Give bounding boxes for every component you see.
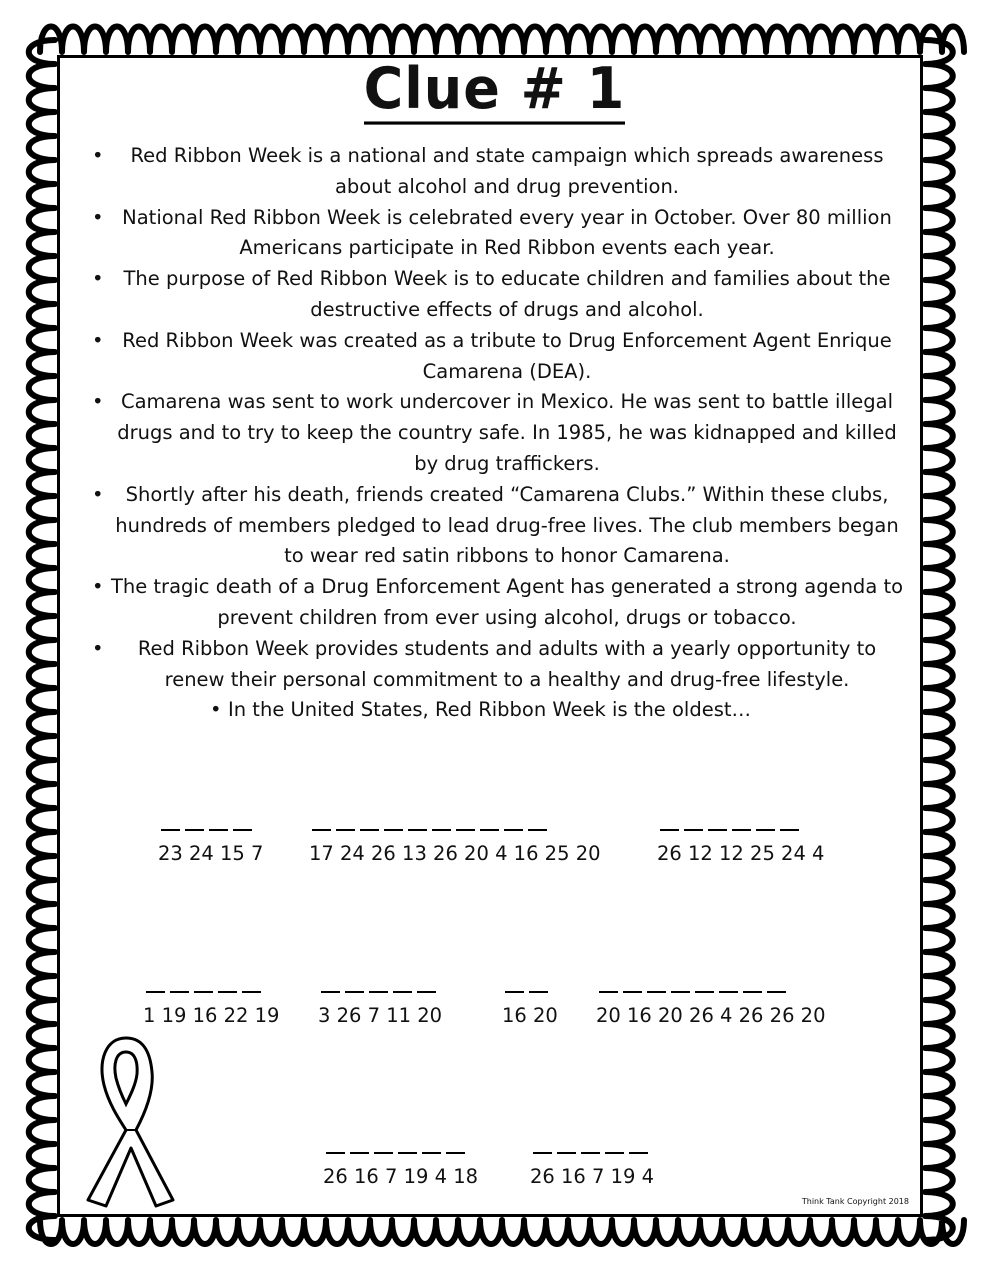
letter-blank[interactable]: [336, 817, 355, 831]
letter-blank[interactable]: [529, 979, 548, 993]
letter-blank[interactable]: [623, 979, 642, 993]
puzzle-word: [657, 812, 824, 865]
letter-blank[interactable]: [218, 979, 237, 993]
fact-text: Red Ribbon Week provides students and adults with a yearly opportunity to renew their personal commitment to a healthy and drug-free lifestyle.: [137, 636, 877, 691]
letter-blank[interactable]: [557, 1140, 576, 1154]
letter-blank[interactable]: [233, 817, 252, 831]
letter-blank[interactable]: [743, 979, 762, 993]
cipher-numbers: 26 12 12 25 24 4: [657, 842, 825, 865]
page-title: [0, 55, 989, 123]
letter-blank[interactable]: [605, 1140, 624, 1154]
letter-blank[interactable]: [684, 817, 703, 831]
letter-blank[interactable]: [671, 979, 690, 993]
letter-blank[interactable]: [170, 979, 189, 993]
title-text: Clue # 1: [364, 56, 626, 124]
awareness-ribbon-icon: [76, 1030, 176, 1210]
letter-blank[interactable]: [384, 817, 403, 831]
puzzle-row: [0, 812, 989, 882]
letter-blank[interactable]: [161, 817, 180, 831]
fact-item: [78, 695, 914, 726]
puzzle-word: [143, 974, 279, 1027]
fact-text: Red Ribbon Week is a national and state campaign which spreads awareness about alcohol and drug prevention.: [130, 144, 884, 198]
letter-blank[interactable]: [629, 1140, 648, 1154]
letter-blank[interactable]: [647, 979, 666, 993]
letter-blank[interactable]: [393, 979, 412, 993]
letter-blank[interactable]: [780, 817, 799, 831]
letter-blank[interactable]: [350, 1140, 369, 1154]
letter-blank[interactable]: [732, 817, 751, 831]
copyright-notice: Think Tank Copyright 2018: [801, 1197, 909, 1206]
fact-item: [78, 264, 914, 326]
puzzle-word: [309, 812, 601, 865]
letter-blank[interactable]: [446, 1140, 465, 1154]
fact-text: In the United States, Red Ribbon Week is the oldest…: [228, 698, 752, 722]
letter-blank[interactable]: [417, 979, 436, 993]
letter-blank[interactable]: [456, 817, 475, 831]
fact-item: [78, 326, 914, 388]
letter-blank[interactable]: [374, 1140, 393, 1154]
fact-text: Red Ribbon Week was created as a tribute to Drug Enforcement Agent Enrique Camarena (DEA).: [122, 328, 892, 383]
answer-blanks[interactable]: [158, 812, 263, 834]
bullet-icon: •: [92, 205, 104, 229]
letter-blank[interactable]: [369, 979, 388, 993]
bullet-icon: •: [92, 390, 104, 414]
letter-blank[interactable]: [242, 979, 261, 993]
fact-text: The purpose of Red Ribbon Week is to educate children and families about the destructive effects of drugs and alcohol.: [123, 267, 891, 321]
bullet-icon: •: [92, 636, 104, 660]
letter-blank[interactable]: [194, 979, 213, 993]
answer-blanks[interactable]: [143, 974, 279, 996]
cipher-numbers: 3 26 7 11 20: [318, 1004, 443, 1027]
cipher-numbers: 16 20: [502, 1004, 558, 1027]
bullet-icon: •: [92, 328, 104, 352]
cipher-numbers: 17 24 26 13 26 20 4 16 25 20: [309, 842, 601, 865]
fact-item: [78, 387, 914, 479]
puzzle-word: [323, 1135, 478, 1188]
cipher-numbers: 20 16 20 26 4 26 26 20: [596, 1004, 826, 1027]
bullet-icon: •: [210, 698, 222, 722]
bullet-icon: •: [92, 144, 104, 167]
letter-blank[interactable]: [432, 817, 451, 831]
letter-blank[interactable]: [312, 817, 331, 831]
cipher-numbers: 26 16 7 19 4 18: [323, 1165, 479, 1188]
letter-blank[interactable]: [533, 1140, 552, 1154]
fact-text: The tragic death of a Drug Enforcement Agent has generated a strong agenda to prevent children from ever using alcohol, drugs or tobacco.: [110, 575, 904, 629]
letter-blank[interactable]: [398, 1140, 417, 1154]
answer-blanks[interactable]: [502, 974, 558, 996]
fact-item: [78, 480, 914, 572]
letter-blank[interactable]: [326, 1140, 345, 1154]
letter-blank[interactable]: [408, 817, 427, 831]
bullet-icon: •: [92, 575, 104, 599]
answer-blanks[interactable]: [530, 1135, 654, 1157]
letter-blank[interactable]: [528, 817, 547, 831]
answer-blanks[interactable]: [318, 974, 442, 996]
letter-blank[interactable]: [422, 1140, 441, 1154]
letter-blank[interactable]: [756, 817, 775, 831]
letter-blank[interactable]: [695, 979, 714, 993]
answer-blanks[interactable]: [596, 974, 826, 996]
answer-blanks[interactable]: [309, 812, 601, 834]
letter-blank[interactable]: [360, 817, 379, 831]
puzzle-word: [158, 812, 263, 865]
letter-blank[interactable]: [599, 979, 618, 993]
puzzle-word: [530, 1135, 654, 1188]
letter-blank[interactable]: [209, 817, 228, 831]
bullet-icon: •: [92, 267, 104, 291]
letter-blank[interactable]: [321, 979, 340, 993]
fact-item: [78, 141, 914, 203]
answer-blanks[interactable]: [657, 812, 824, 834]
cipher-numbers: 23 24 15 7: [158, 842, 264, 865]
letter-blank[interactable]: [660, 817, 679, 831]
letter-blank[interactable]: [708, 817, 727, 831]
fact-list: [78, 141, 914, 726]
bullet-icon: •: [92, 482, 104, 506]
cipher-numbers: 26 16 7 19 4: [530, 1165, 655, 1188]
cipher-numbers: 1 19 16 22 19: [143, 1004, 280, 1027]
letter-blank[interactable]: [480, 817, 499, 831]
letter-blank[interactable]: [345, 979, 364, 993]
fact-text: Shortly after his death, friends created “Camarena Clubs.” Within these clubs, hundreds of members pledged to lead drug-free lives. The club members began to wear red satin ribbons to honor Camarena.: [115, 482, 899, 568]
puzzle-word: [502, 974, 558, 1027]
fact-item: [78, 203, 914, 265]
fact-text: Camarena was sent to work undercover in Mexico. He was sent to battle illegal drugs and to try to keep the country safe. In 1985, he was kidnapped and killed by drug traffickers.: [117, 390, 897, 475]
puzzle-word: [318, 974, 442, 1027]
fact-item: [78, 572, 914, 634]
puzzle-word: [596, 974, 826, 1027]
letter-blank[interactable]: [505, 979, 524, 993]
fact-text: National Red Ribbon Week is celebrated every year in October. Over 80 million Americans participate in Red Ribbon events each year.: [122, 205, 892, 260]
fact-item: [78, 634, 914, 696]
letter-blank[interactable]: [581, 1140, 600, 1154]
answer-blanks[interactable]: [323, 1135, 478, 1157]
letter-blank[interactable]: [185, 817, 204, 831]
letter-blank[interactable]: [719, 979, 738, 993]
letter-blank[interactable]: [504, 817, 523, 831]
letter-blank[interactable]: [767, 979, 786, 993]
letter-blank[interactable]: [146, 979, 165, 993]
